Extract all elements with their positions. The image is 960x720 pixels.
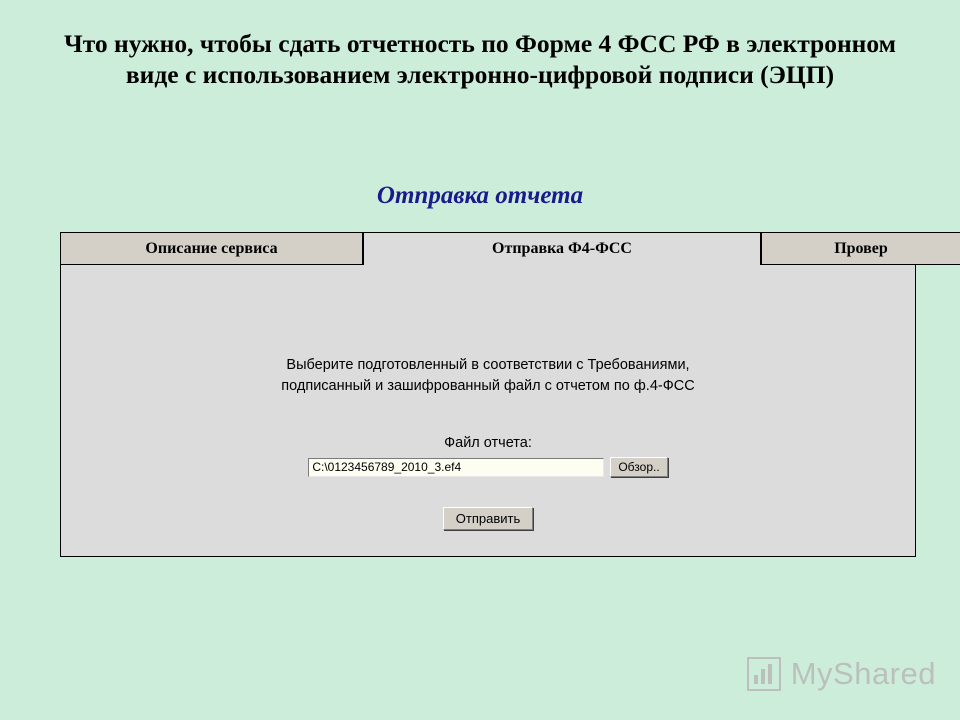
file-field-label: Файл отчета: xyxy=(444,435,532,451)
tab-label: Отправка Ф4-ФСС xyxy=(492,240,632,257)
page-title: Что нужно, чтобы сдать отчетность по Форме 4 ФСС РФ в электронном виде с использованием электронно-цифровой подписи (ЭЦП) xyxy=(64,29,896,89)
submit-row xyxy=(61,507,915,530)
tab-panel xyxy=(60,265,916,557)
watermark-text: MyShared xyxy=(790,656,936,691)
instructions xyxy=(61,355,915,397)
file-path-input[interactable] xyxy=(308,458,604,477)
tab-label: Провер xyxy=(834,239,888,257)
file-field-row xyxy=(61,457,915,477)
tab-send-f4-fss[interactable] xyxy=(363,232,761,265)
submit-button[interactable]: Отправить xyxy=(443,507,533,530)
chart-logo-icon xyxy=(747,657,781,691)
tab-strip xyxy=(60,232,916,267)
tab-service-description[interactable] xyxy=(60,232,363,265)
web-form-screenshot xyxy=(60,232,916,557)
instructions-line-1: Выберите подготовленный в соответствии с Требованиями, xyxy=(286,357,690,373)
watermark xyxy=(747,656,936,692)
instructions-line-2: подписанный и зашифрованный файл с отчетом по ф.4-ФСС xyxy=(281,378,695,394)
tab-label: Описание сервиса xyxy=(145,239,278,257)
page-subtitle: Отправка отчета xyxy=(376,182,584,209)
browse-button[interactable]: Обзор.. xyxy=(610,457,667,477)
tab-check[interactable] xyxy=(761,232,960,265)
